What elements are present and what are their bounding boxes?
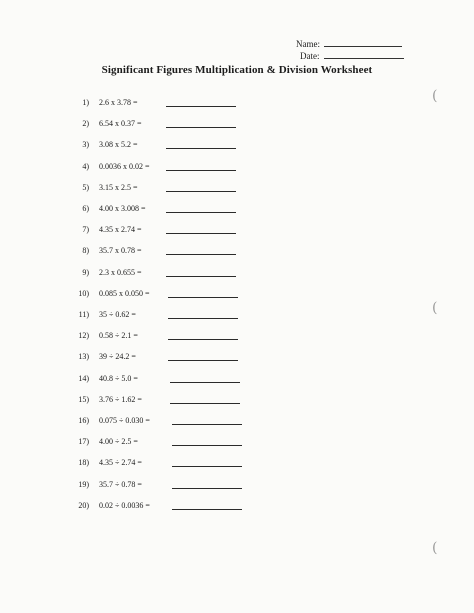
- problem-number: 15): [78, 395, 89, 404]
- problem-number: 9): [82, 268, 89, 277]
- worksheet-title: Significant Figures Multiplication & Division Worksheet: [101, 64, 373, 76]
- problem-expression: 0.085 x 0.050 =: [99, 289, 150, 298]
- problem-item: [78, 458, 142, 468]
- problem-expression: 3.76 ÷ 1.62 =: [99, 395, 142, 404]
- problem-number: 12): [78, 331, 89, 340]
- problem-item: [78, 310, 136, 320]
- problem-expression: 4.00 ÷ 2.5 =: [99, 437, 138, 446]
- problem-number: 10): [78, 289, 89, 298]
- problem-item: [78, 289, 150, 299]
- problem-number: 14): [78, 374, 89, 383]
- problem-item: [82, 119, 142, 129]
- problem-number: 5): [82, 183, 89, 192]
- name-label: Name:: [296, 39, 320, 49]
- problem-item: [82, 183, 138, 193]
- answer-line[interactable]: [172, 466, 242, 467]
- scan-mark: (: [432, 88, 438, 104]
- answer-line[interactable]: [166, 170, 236, 171]
- date-label: Date:: [300, 51, 320, 61]
- problem-expression: 0.02 ÷ 0.0036 =: [99, 501, 150, 510]
- name-field: [296, 38, 402, 49]
- problem-number: 3): [82, 140, 89, 149]
- problem-expression: 40.8 ÷ 5.0 =: [99, 374, 138, 383]
- problem-expression: 35.7 ÷ 0.78 =: [99, 480, 142, 489]
- problem-item: [78, 501, 150, 511]
- problem-number: 2): [82, 119, 89, 128]
- problem-number: 19): [78, 480, 89, 489]
- answer-line[interactable]: [172, 445, 242, 446]
- problem-number: 8): [82, 246, 89, 255]
- problem-expression: 0.58 ÷ 2.1 =: [99, 331, 138, 340]
- answer-line[interactable]: [168, 360, 238, 361]
- problem-number: 20): [78, 501, 89, 510]
- answer-line[interactable]: [172, 488, 242, 489]
- answer-line[interactable]: [166, 191, 236, 192]
- problem-item: [78, 480, 142, 490]
- answer-line[interactable]: [168, 297, 238, 298]
- problem-expression: 0.0036 x 0.02 =: [99, 162, 150, 171]
- date-field: [300, 50, 404, 61]
- problem-number: 1): [82, 98, 89, 107]
- problem-expression: 4.35 ÷ 2.74 =: [99, 458, 142, 467]
- problem-expression: 35 ÷ 0.62 =: [99, 310, 136, 319]
- problem-expression: 4.00 x 3.008 =: [99, 204, 146, 213]
- answer-line[interactable]: [170, 382, 240, 383]
- problem-item: [78, 395, 142, 405]
- problem-number: 6): [82, 204, 89, 213]
- problem-number: 4): [82, 162, 89, 171]
- answer-line[interactable]: [172, 424, 242, 425]
- problem-expression: 6.54 x 0.37 =: [99, 119, 142, 128]
- problem-item: [82, 140, 138, 150]
- problem-item: [78, 437, 138, 447]
- answer-line[interactable]: [166, 233, 236, 234]
- problem-expression: 4.35 x 2.74 =: [99, 225, 142, 234]
- answer-line[interactable]: [166, 254, 236, 255]
- answer-line[interactable]: [172, 509, 242, 510]
- problem-expression: 3.08 x 5.2 =: [99, 140, 138, 149]
- answer-line[interactable]: [168, 339, 238, 340]
- answer-line[interactable]: [166, 148, 236, 149]
- problem-expression: 39 ÷ 24.2 =: [99, 352, 136, 361]
- problem-item: [82, 204, 146, 214]
- problem-number: 13): [78, 352, 89, 361]
- answer-line[interactable]: [166, 127, 236, 128]
- problem-number: 7): [82, 225, 89, 234]
- problem-number: 17): [78, 437, 89, 446]
- problem-expression: 2.3 x 0.655 =: [99, 268, 142, 277]
- problem-expression: 2.6 x 3.78 =: [99, 98, 138, 107]
- answer-line[interactable]: [166, 212, 236, 213]
- problem-item: [82, 246, 142, 256]
- problem-item: [82, 225, 142, 235]
- problem-expression: 0.075 ÷ 0.030 =: [99, 416, 150, 425]
- problem-expression: 35.7 x 0.78 =: [99, 246, 142, 255]
- problem-item: [78, 352, 136, 362]
- problem-number: 11): [78, 310, 89, 319]
- problem-expression: 3.15 x 2.5 =: [99, 183, 138, 192]
- problem-item: [82, 98, 138, 108]
- problem-item: [78, 331, 138, 341]
- problem-item: [82, 162, 150, 172]
- problem-number: 18): [78, 458, 89, 467]
- problem-item: [78, 374, 138, 384]
- problem-item: [78, 416, 150, 426]
- answer-line[interactable]: [166, 106, 236, 107]
- answer-line[interactable]: [168, 318, 238, 319]
- problem-number: 16): [78, 416, 89, 425]
- answer-line[interactable]: [170, 403, 240, 404]
- date-answer-line[interactable]: [324, 50, 404, 59]
- scan-mark: (: [432, 300, 438, 316]
- scan-mark: (: [432, 540, 438, 556]
- problem-item: [82, 268, 142, 278]
- name-answer-line[interactable]: [324, 38, 402, 47]
- answer-line[interactable]: [166, 276, 236, 277]
